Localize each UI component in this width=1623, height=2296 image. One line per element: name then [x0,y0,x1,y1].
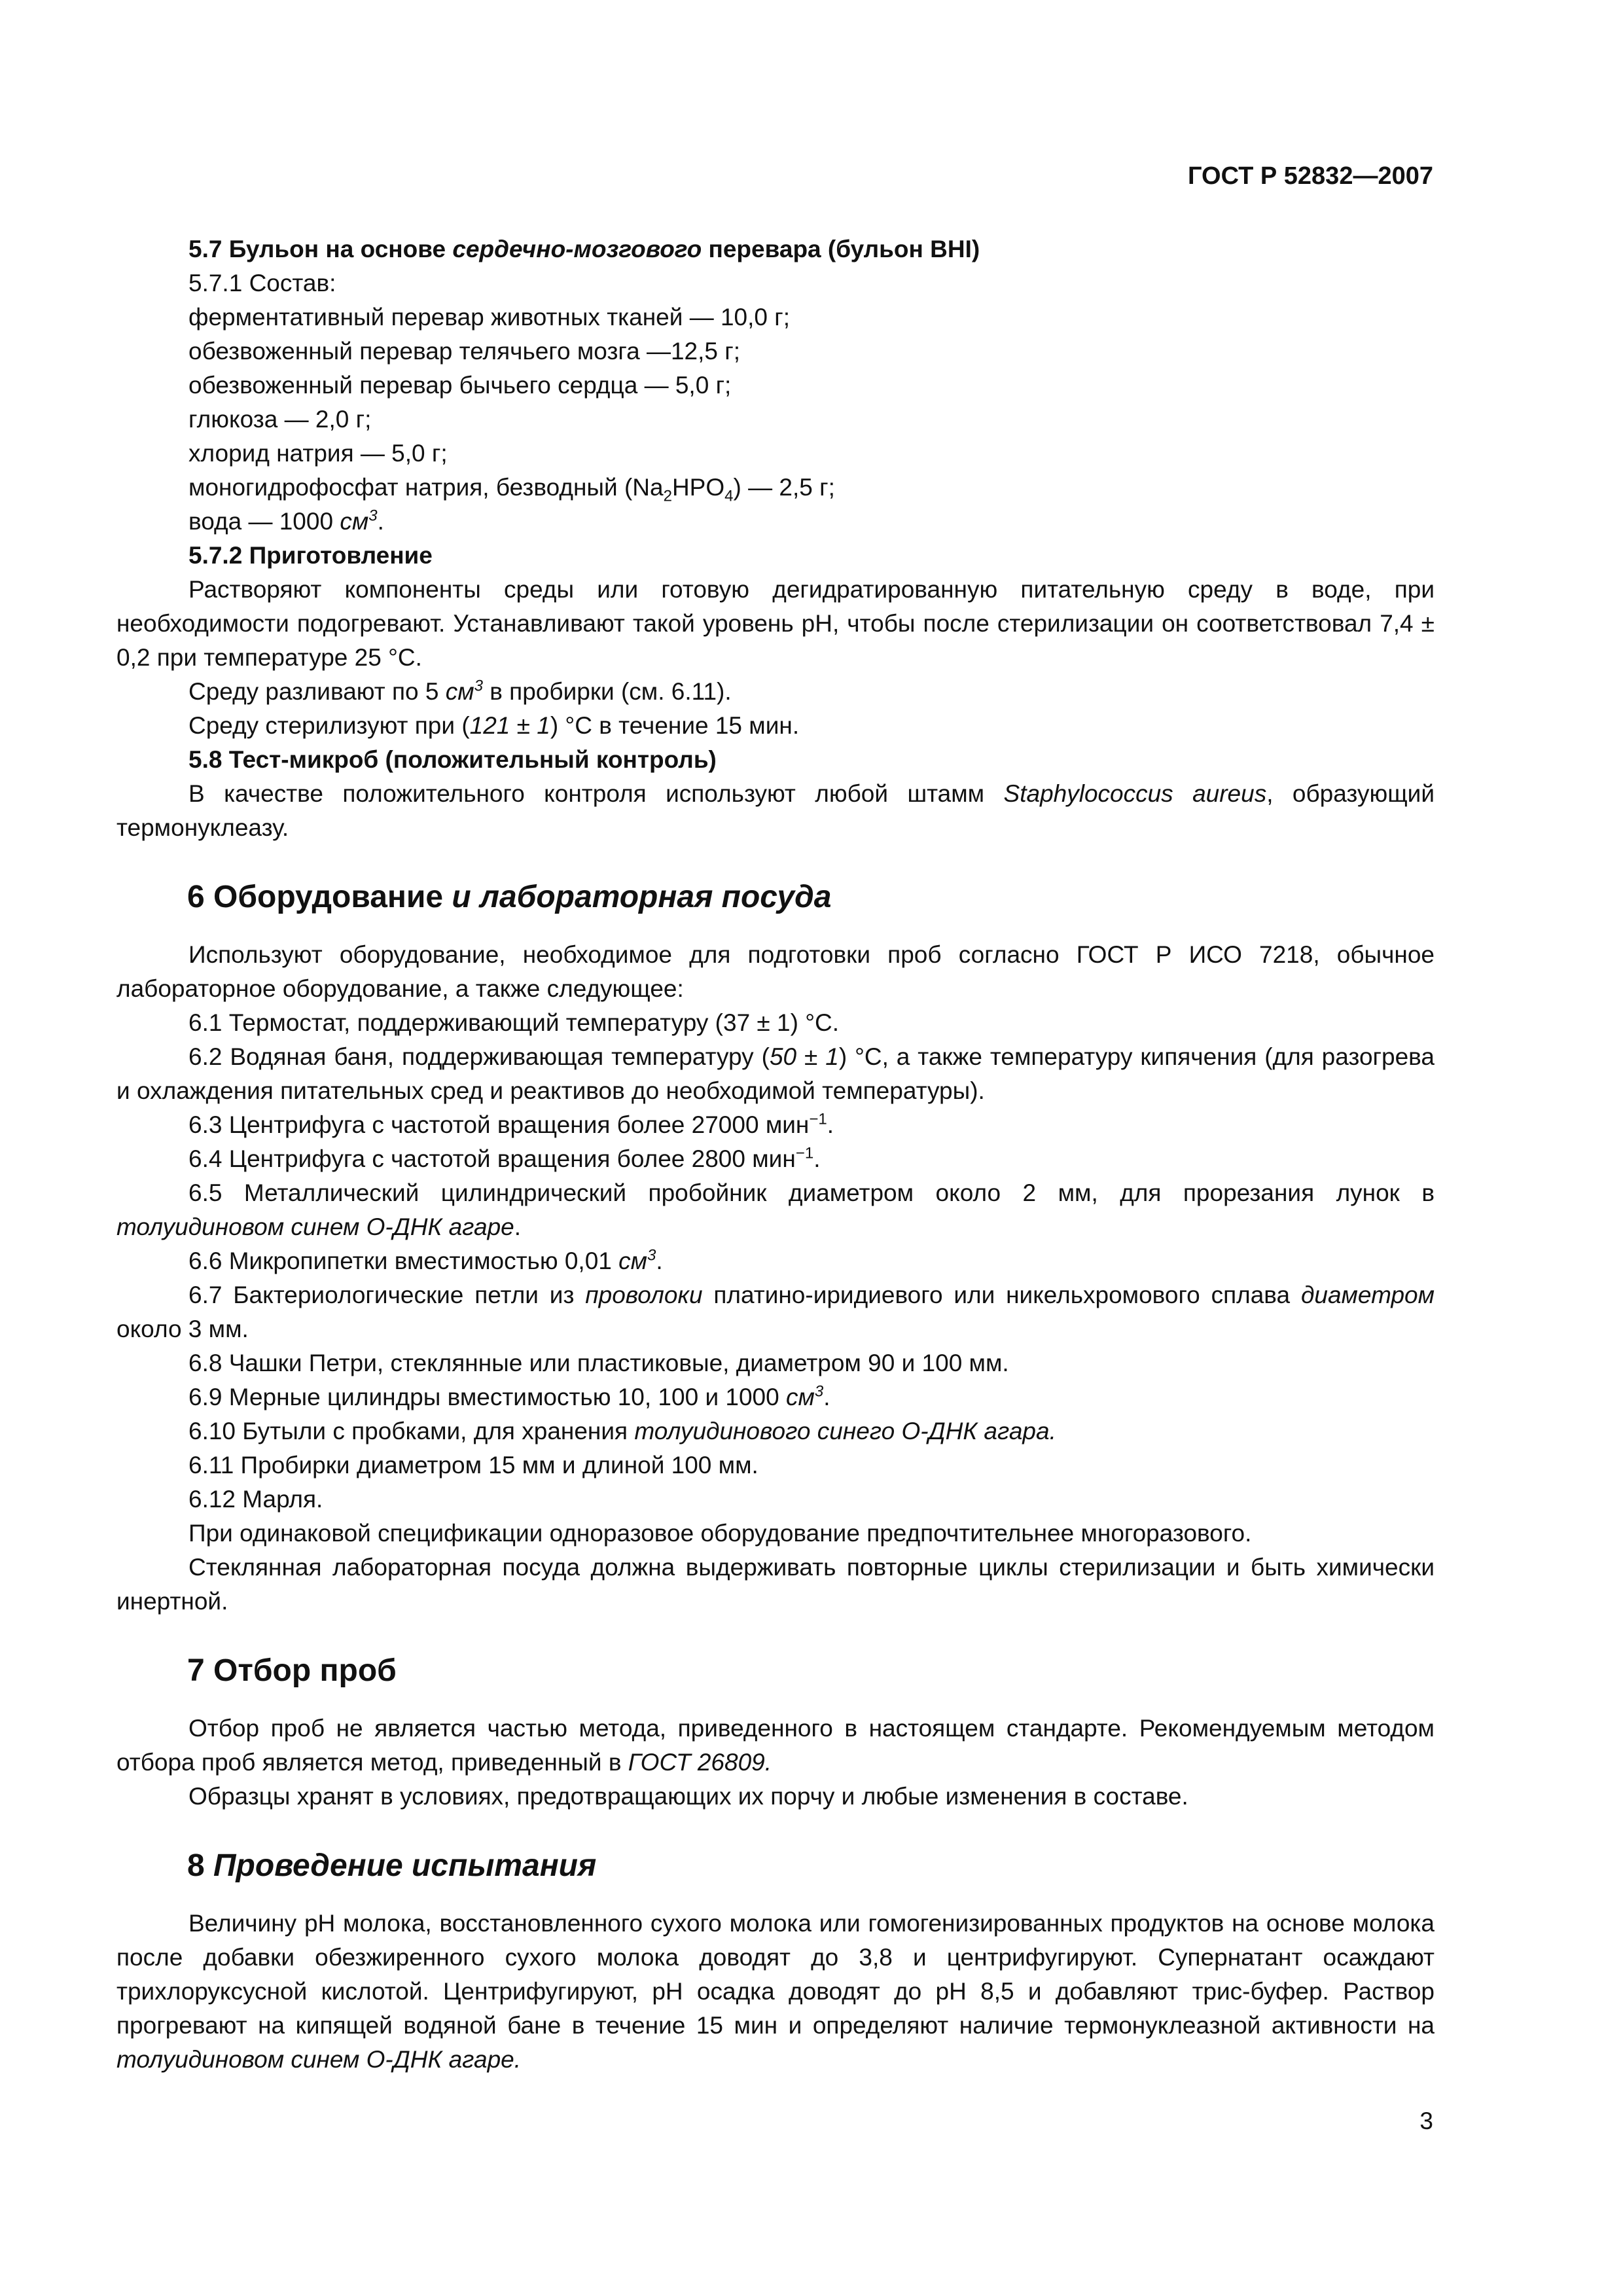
section-5-8-text: В качестве положительного контроля используют любой штамм Staphylococcus aureus, образующий термонуклеазу. [116,780,1435,841]
equipment-item-6-10: 6.10 Бутыли с пробками, для хранения толуидинового синего О-ДНК агара. [188,1418,1056,1444]
section-7-heading: 7 Отбор проб [187,1653,397,1688]
composition-item: обезвоженный перевар телячьего мозга —12,5 г; [188,338,741,365]
pouring-text: Среду разливают по 5 $см^3$ в пробирки (см. 6.11). [188,677,732,705]
section-7-text-2: Образцы хранят в условиях, предотвращающих их порчу и любые изменения в составе. [188,1783,1188,1810]
equipment-item-6-9: 6.9 Мерные цилиндры вместимостью 10, 100 и 1000 $см^3$. [188,1382,830,1410]
section-7-text-1: Отбор проб не является частью метода, приведенного в настоящем стандарте. Рекомендуемым методом отбора проб является метод, приведенный в ГОСТ 26809. [116,1715,1435,1776]
equipment-item-6-6: 6.6 Микропипетки вместимостью 0,01 $см^3$. [188,1246,663,1274]
section-8-heading: 8 Проведение испытания [187,1848,597,1883]
section-6-intro: Используют оборудование, необходимое для подготовки проб согласно ГОСТ Р ИСО 7218, обычное лабораторное оборудование, а также следующее: [116,941,1435,1002]
sterilization-text: Среду стерилизуют при (121 ± 1) °С в течение 15 мин. [188,712,800,739]
equipment-item-6-2: 6.2 Водяная баня, поддерживающая температуру (50 ± 1) °С, а также температуру кипячения (для разогрева и охлаждения питательных сред и реактивов до необходимой температуры). [116,1043,1435,1104]
equipment-item-6-1: 6.1 Термостат, поддерживающий температуру (37 ± 1) °С. [188,1009,839,1036]
composition-item: хлорид натрия — 5,0 г; [188,440,448,467]
section-6-heading: 6 Оборудование и лабораторная посуда [187,880,832,914]
page-number: 3 [1419,2108,1433,2134]
preparation-title: 5.7.2 Приготовление [188,542,433,569]
composition-item-water: вода — 1000 $см^3$. [188,507,384,535]
section-8-text: Величину рН молока, восстановленного сухого молока или гомогенизированных продуктов на основе молока после добавки обезжиренного сухого молока доводят до 3,8 и центрифугируют. Супернатант осаждают трихлоруксусной кислотой. Центрифугируют, рН осадка доводят до рН 8,5 и добавляют трис-буфер. Раствор прогревают на кипящей водяной бане в течение 15 мин и определяют наличие термонуклеазной активности на толуидиновом синем О-ДНК агаре. [116,1910,1435,2073]
equipment-item-6-8: 6.8 Чашки Петри, стеклянные или пластиковые, диаметром 90 и 100 мм. [188,1350,1009,1376]
composition-item: обезвоженный перевар бычьего сердца — 5,0 г; [188,372,732,399]
composition-item-phosphate: моногидрофосфат натрия, безводный $(Na_2HPO_4)$ — 2,5 г; [188,474,835,505]
preparation-text: Растворяют компоненты среды или готовую дегидратированную питательную среду в воде, при необходимости подогревают. Устанавливают такой уровень рН, чтобы после стерилизации он соответствовал 7,4 ± 0,2 при температуре 25 °С. [116,576,1435,671]
composition-item: глюкоза — 2,0 г; [188,406,372,433]
equipment-item-6-5: 6.5 Металлический цилиндрический пробойник диаметром около 2 мм, для прорезания лунок в толуидиновом синем О-ДНК агаре. [116,1179,1435,1240]
equipment-item-6-4: 6.4 Центрифуга с частотой вращения более 2800 мин$^{-1}$. [188,1144,821,1172]
section-5-7-title: 5.7 Бульон на основе сердечно-мозгового перевара (бульон BHI) [188,236,980,262]
equipment-item-6-7: 6.7 Бактериологические петли из проволоки платино-иридиевого или никельхромового сплава диаметром около 3 мм. [116,1282,1435,1342]
composition-label: 5.7.1 Состав: [188,270,336,296]
equipment-item-6-11: 6.11 Пробирки диаметром 15 мм и длиной 100 мм. [188,1452,758,1479]
equipment-note-1: При одинаковой спецификации одноразовое оборудование предпочтительнее многоразового. [188,1520,1252,1547]
document-body [116,232,1435,2077]
equipment-item-6-3: 6.3 Центрифуга с частотой вращения более 27000 мин$^{-1}$. [188,1110,834,1138]
equipment-item-6-12: 6.12 Марля. [188,1486,323,1513]
section-5-8-title: 5.8 Тест-микроб (положительный контроль) [188,746,717,773]
composition-item: ферментативный перевар животных тканей — 10,0 г; [188,304,791,331]
equipment-note-2: Стеклянная лабораторная посуда должна выдерживать повторные циклы стерилизации и быть химически инертной. [116,1554,1435,1615]
document-header: ГОСТ Р 52832—2007 [1188,162,1433,190]
